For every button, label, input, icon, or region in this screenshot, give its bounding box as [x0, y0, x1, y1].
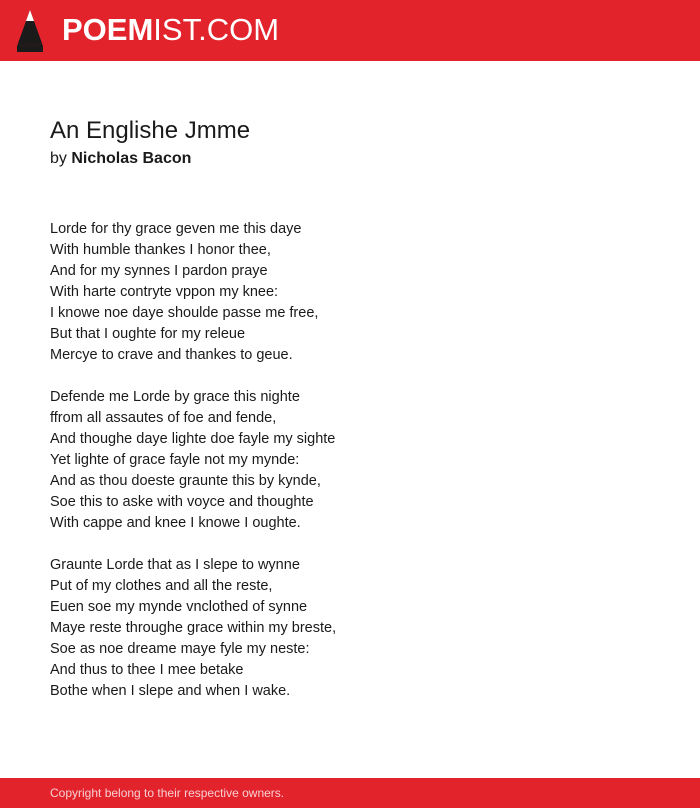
by-label: by — [50, 150, 67, 167]
poem-line: Put of my clothes and all the reste, — [50, 578, 273, 594]
poem-line: But that I oughte for my releue — [50, 326, 246, 342]
poem-line: I knowe noe daye shoulde passe me free, — [50, 305, 319, 321]
poem-line: And thoughe daye lighte doe fayle my sighte — [50, 431, 336, 447]
logo-light-text: IST.COM — [153, 12, 280, 47]
poem-line: Mercye to crave and thankes to geue. — [50, 347, 293, 363]
site-logo[interactable] — [62, 12, 279, 48]
pencil-icon[interactable] — [17, 10, 43, 52]
poem-body — [50, 219, 650, 723]
copyright-text: Copyright belong to their respective owners. — [50, 786, 285, 800]
stanza — [50, 555, 650, 702]
logo-bold-text: POEM — [62, 12, 154, 47]
poem-line: And thus to thee I mee betake — [50, 662, 244, 678]
poem-line: Maye reste throughe grace within my breste, — [50, 620, 337, 636]
poem-line: With cappe and knee I knowe I oughte. — [50, 515, 301, 531]
poem-line: Defende me Lorde by grace this nighte — [50, 389, 300, 405]
stanza — [50, 219, 650, 366]
poem-line: Yet lighte of grace fayle not my mynde: — [50, 452, 300, 468]
poem-line: With humble thankes I honor thee, — [50, 242, 271, 258]
poem-line: Soe this to aske with voyce and thoughte — [50, 494, 314, 510]
poem-line: Euen soe my mynde vnclothed of synne — [50, 599, 308, 615]
poem-line: Bothe when I slepe and when I wake. — [50, 683, 291, 699]
poem-line: Graunte Lorde that as I slepe to wynne — [50, 557, 300, 573]
author-name[interactable]: Nicholas Bacon — [71, 150, 192, 167]
site-footer — [0, 778, 700, 808]
poem-line: And for my synnes I pardon praye — [50, 263, 268, 279]
site-header — [0, 0, 700, 61]
poem-line: With harte contryte vppon my knee: — [50, 284, 279, 300]
poem-line: And as thou doeste graunte this by kynde, — [50, 473, 321, 489]
stanza — [50, 387, 650, 534]
poem-line: Soe as noe dreame maye fyle my neste: — [50, 641, 310, 657]
poem-line: ffrom all assautes of foe and fende, — [50, 410, 277, 426]
byline — [50, 148, 191, 170]
poem-title: An Englishe Jmme — [50, 117, 251, 144]
poem-line: Lorde for thy grace geven me this daye — [50, 221, 302, 237]
